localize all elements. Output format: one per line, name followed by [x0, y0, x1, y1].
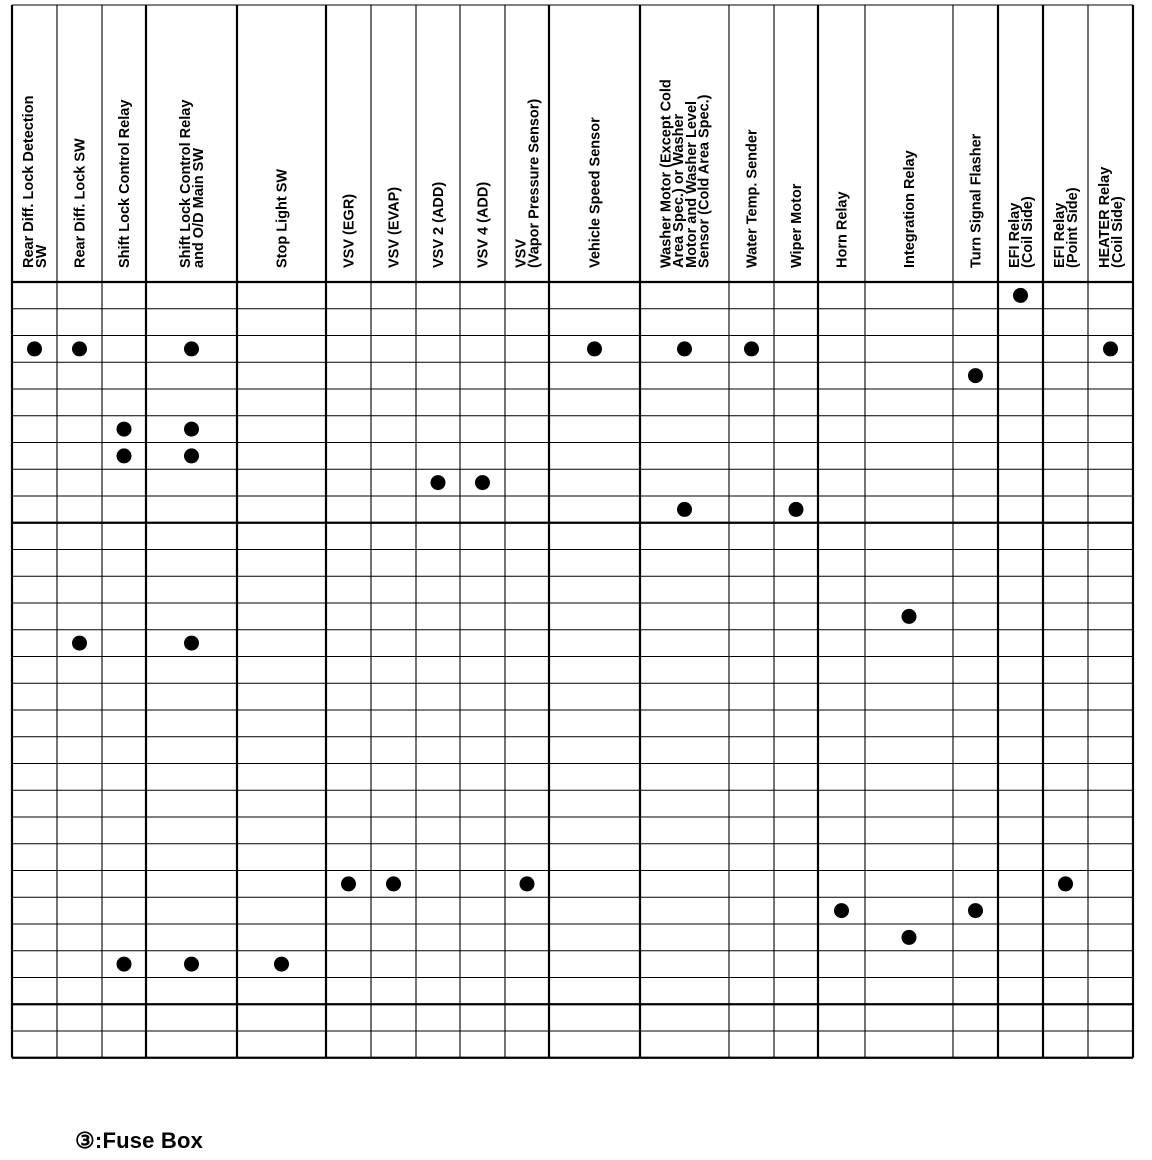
- column-header-label: Washer Motor (Except Cold: [658, 79, 675, 268]
- connection-dot: [968, 368, 983, 383]
- connection-dot: [184, 422, 199, 437]
- column-header-label: Rear Diff. Lock Detection: [21, 95, 38, 268]
- connection-dot: [744, 341, 759, 356]
- connection-dot: [184, 448, 199, 463]
- column-header-0: [21, 96, 50, 268]
- connection-dot: [184, 957, 199, 972]
- connection-dot: [1013, 288, 1028, 303]
- column-header-3: [178, 100, 207, 268]
- column-header-14: [835, 191, 851, 268]
- connection-dot: [902, 609, 917, 624]
- column-header-11: [659, 79, 713, 268]
- connection-dot: [1058, 876, 1073, 891]
- connection-dot: [475, 475, 490, 490]
- connection-dot: [117, 422, 132, 437]
- column-header-label: VSV (EVAP): [386, 186, 403, 268]
- column-header-10: [588, 117, 604, 268]
- column-header-4: [275, 169, 291, 268]
- column-header-label: Rear Diff. Lock SW: [72, 138, 89, 268]
- column-header-label: Sensor (Cold Area Spec.): [696, 94, 713, 268]
- column-header-8: [476, 182, 492, 268]
- column-header-label: Stop Light SW: [274, 168, 291, 268]
- connection-dot: [902, 930, 917, 945]
- column-header-label: Turn Signal Flasher: [968, 133, 985, 268]
- connection-dot: [587, 341, 602, 356]
- column-header-label: Horn Relay: [834, 191, 851, 268]
- column-header-19: [1097, 167, 1126, 268]
- column-header-9: [514, 99, 543, 268]
- connection-dot: [117, 957, 132, 972]
- connection-dot: [1103, 341, 1118, 356]
- connection-dot: [72, 636, 87, 651]
- connection-dot: [184, 341, 199, 356]
- connection-dot: [274, 957, 289, 972]
- connection-dot: [520, 876, 535, 891]
- column-header-label: Water Temp. Sender: [744, 129, 761, 268]
- connection-dot: [834, 903, 849, 918]
- connection-dot: [72, 341, 87, 356]
- connection-dot: [386, 876, 401, 891]
- column-header-label: EFI Relay: [1007, 202, 1024, 268]
- column-header-label: SW: [33, 244, 50, 268]
- connection-dot: [431, 475, 446, 490]
- connection-dot: [677, 502, 692, 517]
- column-header-17: [1007, 196, 1036, 268]
- column-header-label: VSV (EGR): [341, 193, 358, 268]
- column-header-label: VSV 4 (ADD): [475, 181, 492, 268]
- connection-dot: [184, 636, 199, 651]
- column-header-label: (Point Side): [1064, 187, 1081, 268]
- column-header-18: [1052, 187, 1081, 268]
- column-header-label: Wiper Motor: [789, 183, 805, 268]
- column-header-label: HEATER Relay: [1097, 166, 1114, 268]
- connection-dot: [968, 903, 983, 918]
- column-header-label: Integration Relay: [902, 150, 918, 268]
- column-header-label: VSV: [513, 238, 530, 268]
- connection-dot: [789, 502, 804, 517]
- connection-dot: [677, 341, 692, 356]
- column-header-label: (Vapor Pressure Sensor): [526, 98, 543, 268]
- column-header-label: EFI Relay: [1052, 202, 1069, 268]
- column-header-15: [902, 150, 918, 268]
- column-header-5: [342, 194, 358, 268]
- column-header-label: and O/D Main SW: [190, 147, 207, 268]
- column-header-label: (Coil Side): [1109, 196, 1126, 268]
- connection-dot: [341, 876, 356, 891]
- column-header-label: (Coil Side): [1019, 196, 1036, 268]
- column-header-label: Motor and Washer Level: [683, 100, 700, 268]
- column-header-label: VSV 2 (ADD): [431, 181, 447, 268]
- column-header-label: Area Spec.) or Washer: [671, 113, 688, 268]
- caption-fuse-box: ③:Fuse Box: [75, 1128, 204, 1153]
- column-header-12: [745, 129, 761, 268]
- connection-dot: [117, 448, 132, 463]
- column-header-label: Vehicle Speed Sensor: [587, 117, 604, 268]
- column-header-2: [117, 100, 133, 268]
- column-header-label: Shift Lock Control Relay: [178, 99, 195, 268]
- column-header-7: [431, 182, 447, 268]
- column-header-6: [387, 187, 403, 268]
- column-header-1: [73, 138, 89, 268]
- column-header-13: [789, 183, 805, 268]
- column-header-16: [969, 133, 985, 268]
- connection-dot: [27, 341, 42, 356]
- column-header-label: Shift Lock Control Relay: [117, 99, 133, 268]
